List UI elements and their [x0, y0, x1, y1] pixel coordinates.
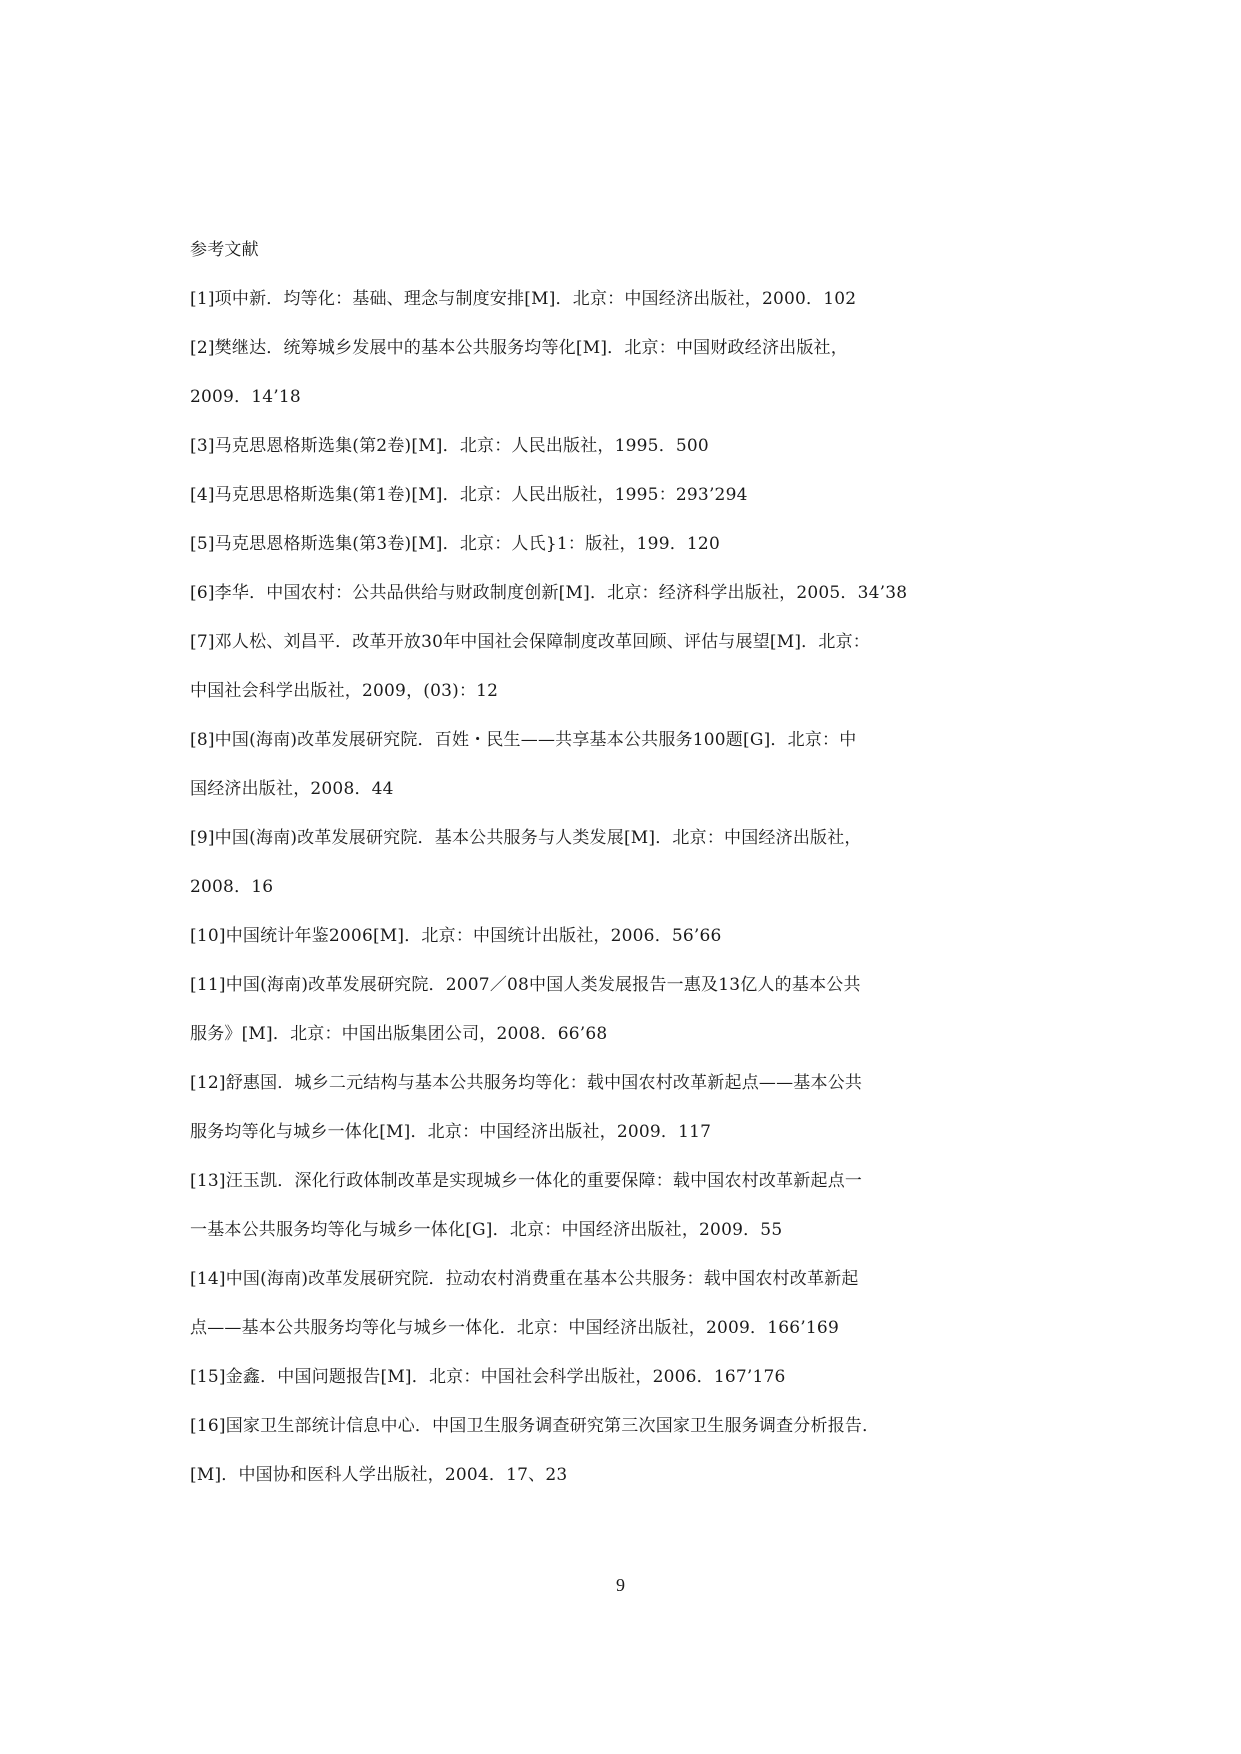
reference-line: 2009．14’18	[190, 387, 301, 407]
reference-line: [13]汪玉凯．深化行政体制改革是实现城乡一体化的重要保障：载中国农村改革新起点一	[190, 1171, 863, 1191]
reference-line: [12]舒惠国．城乡二元结构与基本公共服务均等化：载中国农村改革新起点——基本公共	[190, 1073, 863, 1093]
reference-line: [11]中国(海南)改革发展研究院．2007／08中国人类发展报告一惠及13亿人的基本公共	[190, 975, 861, 995]
reference-line: [1]项中新．均等化：基础、理念与制度安排[M]．北京：中国经济出版社，2000．102	[190, 289, 857, 309]
reference-line: [7]邓人松、刘昌平．改革开放30年中国社会保障制度改革回顾、评估与展望[M]．北京：	[190, 632, 870, 652]
reference-line: [16]国家卫生部统计信息中心．中国卫生服务调查研究第三次国家卫生服务调查分析报告．	[190, 1416, 880, 1436]
reference-line: 中国社会科学出版社，2009，(03)：12	[190, 681, 499, 701]
reference-line: [6]李华．中国农村：公共品供给与财政制度创新[M]．北京：经济科学出版社，2005．34’38	[190, 583, 908, 603]
references-section	[190, 226, 980, 1500]
reference-line: 一基本公共服务均等化与城乡一体化[G]．北京：中国经济出版社，2009．55	[190, 1220, 783, 1240]
reference-line: [5]马克思恩格斯选集(第3卷)[M]．北京：人氏}1：版社，199．120	[190, 534, 720, 554]
page-number: 9	[616, 1575, 625, 1595]
references-heading: 参考文献	[190, 240, 259, 260]
reference-line: [14]中国(海南)改革发展研究院．拉动农村消费重在基本公共服务：载中国农村改革新起	[190, 1269, 859, 1289]
reference-line: [2]樊继达．统筹城乡发展中的基本公共服务均等化[M]．北京：中国财政经济出版社，	[190, 338, 848, 358]
reference-line: [M]．中国协和医科人学出版社，2004．17、23	[190, 1465, 568, 1485]
reference-line: [15]金鑫．中国问题报告[M]．北京：中国社会科学出版社，2006．167’176	[190, 1367, 786, 1387]
reference-line: [9]中国(海南)改革发展研究院．基本公共服务与人类发展[M]．北京：中国经济出版社，	[190, 828, 862, 848]
reference-line: 国经济出版社，2008．44	[190, 779, 394, 799]
reference-line: 服务均等化与城乡一体化[M]．北京：中国经济出版社，2009．117	[190, 1122, 712, 1142]
reference-line: [3]马克思恩格斯选集(第2卷)[M]．北京：人民出版社，1995．500	[190, 436, 709, 456]
reference-line: [10]中国统计年鉴2006[M]．北京：中国统计出版社，2006．56’66	[190, 926, 722, 946]
reference-line: 服务》[M]．北京：中国出版集团公司，2008．66’68	[190, 1024, 608, 1044]
reference-line: [4]马克思思格斯选集(第1卷)[M]．北京：人民出版社，1995：293’294	[190, 485, 748, 505]
reference-line: 2008．16	[190, 877, 274, 897]
reference-line: [8]中国(海南)改革发展研究院．百姓・民生——共享基本公共服务100题[G]．北京：中	[190, 730, 857, 750]
reference-line: 点——基本公共服务均等化与城乡一体化．北京：中国经济出版社，2009．166’169	[190, 1318, 839, 1338]
